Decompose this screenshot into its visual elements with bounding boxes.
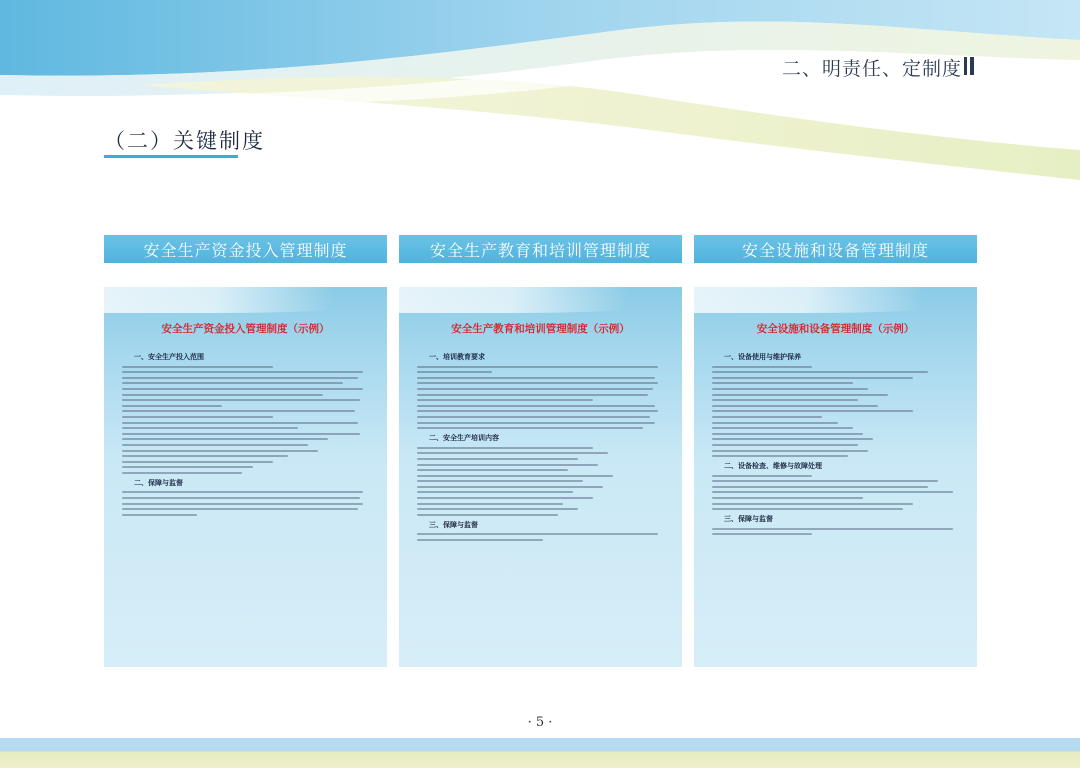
document-heading: 二、安全生产培训内容 [429,433,499,443]
document-heading: 一、安全生产投入范围 [134,352,204,361]
column-header-funding: 安全生产资金投入管理制度 [104,235,387,263]
document-title: 安全生产教育和培训管理制度（示例） [451,323,630,335]
column-header-equipment: 安全设施和设备管理制度 [694,235,977,263]
page-number: · 5 · [527,715,553,730]
page-subtitle: （二）关键制度 [104,129,265,153]
document-heading: 三、保障与监督 [429,519,478,529]
subtitle-underline [104,155,238,158]
footer-decoration [0,738,1080,768]
document-body [104,336,387,516]
document-heading: 一、设备使用与维护保养 [724,352,801,361]
document-body [694,336,977,535]
document-thumbnail-funding [104,287,387,667]
document-thumbnail-training [399,287,682,667]
section-label: 二、明责任、定制度 [781,58,962,80]
document-body [399,336,682,541]
document-heading: 二、设备检查、维修与故障处理 [724,461,822,471]
column-header-training: 安全生产教育和培训管理制度 [399,235,682,263]
document-heading: 一、培训教育要求 [429,352,485,361]
document-thumbnail-equipment [694,287,977,667]
document-title: 安全生产资金投入管理制度（示例） [161,323,330,335]
header-wave-decoration [0,0,1080,200]
section-marker-icon [964,57,978,75]
document-heading: 二、保障与监督 [134,477,183,487]
document-heading: 三、保障与监督 [724,514,773,524]
document-title: 安全设施和设备管理制度（示例） [756,323,915,335]
